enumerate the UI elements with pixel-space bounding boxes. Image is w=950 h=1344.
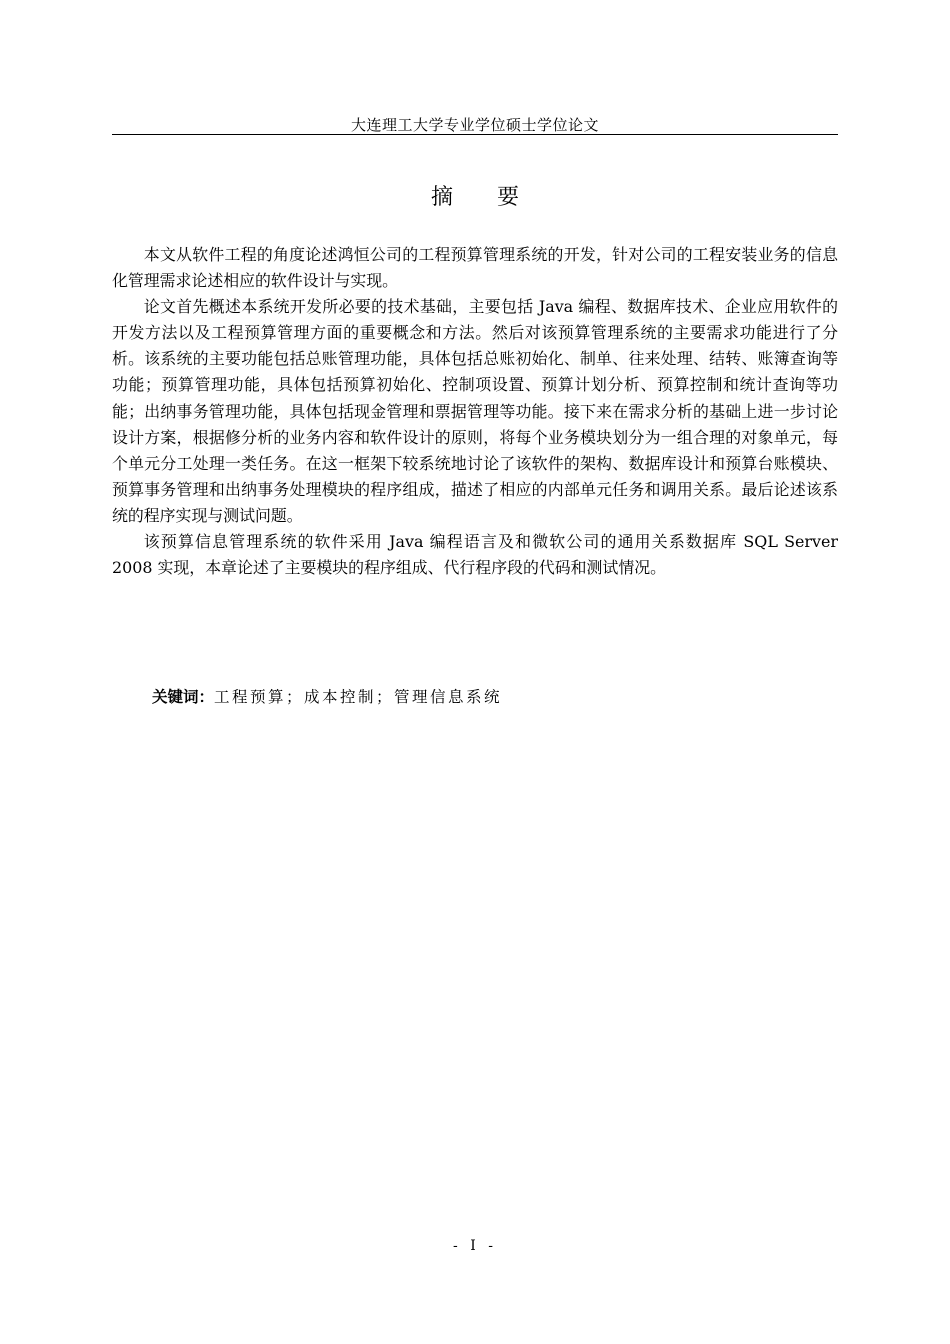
abstract-paragraph-1: 本文从软件工程的角度论述鸿恒公司的工程预算管理系统的开发，针对公司的工程安装业务的信息化管理需求论述相应的软件设计与实现。 — [112, 245, 838, 291]
abstract-title: 摘要 — [430, 185, 563, 210]
keywords-label: 关键词： — [152, 688, 215, 706]
keywords-line — [152, 684, 502, 710]
abstract-body — [112, 242, 838, 581]
page-number: - I - — [453, 1238, 497, 1254]
running-header: 大连理工大学专业学位硕士学位论文 — [350, 116, 599, 134]
abstract-paragraph-3: 该预算信息管理系统的软件采用 Java 编程语言及和微软公司的通用关系数据库 SQL Server 2008 实现，本章论述了主要模块的程序组成、代行程序段的代码和测试情况。 — [112, 532, 838, 578]
abstract-paragraph-2: 论文首先概述本系统开发所必要的技术基础，主要包括 Java 编程、数据库技术、企业应用软件的开发方法以及工程预算管理方面的重要概念和方法。然后对该预算管理系统的主要需求功能进行了分析。该系统的主要功能包括总账管理功能，具体包括总账初始化、制单、往来处理、结转、账簿查询等功能；预算管理功能，具体包括预算初始化、控制项设置、预算计划分析、预算控制和统计查询等功能；出纳事务管理功能，具体包括现金管理和票据管理等功能。接下来在需求分析的基础上进一步讨论设计方案，根据修分析的业务内容和软件设计的原则，将每个业务模块划分为一组合理的对象单元，每个单元分工处理一类任务。在这一框架下较系统地讨论了该软件的架构、数据库设计和预算台账模块、预算事务管理和出纳事务处理模块的程序组成，描述了相应的内部单元任务和调用关系。最后论述该系统的程序实现与测试问题。 — [112, 297, 838, 525]
header-divider — [112, 134, 838, 135]
keywords-values: 工程预算；成本控制；管理信息系统 — [214, 688, 503, 706]
